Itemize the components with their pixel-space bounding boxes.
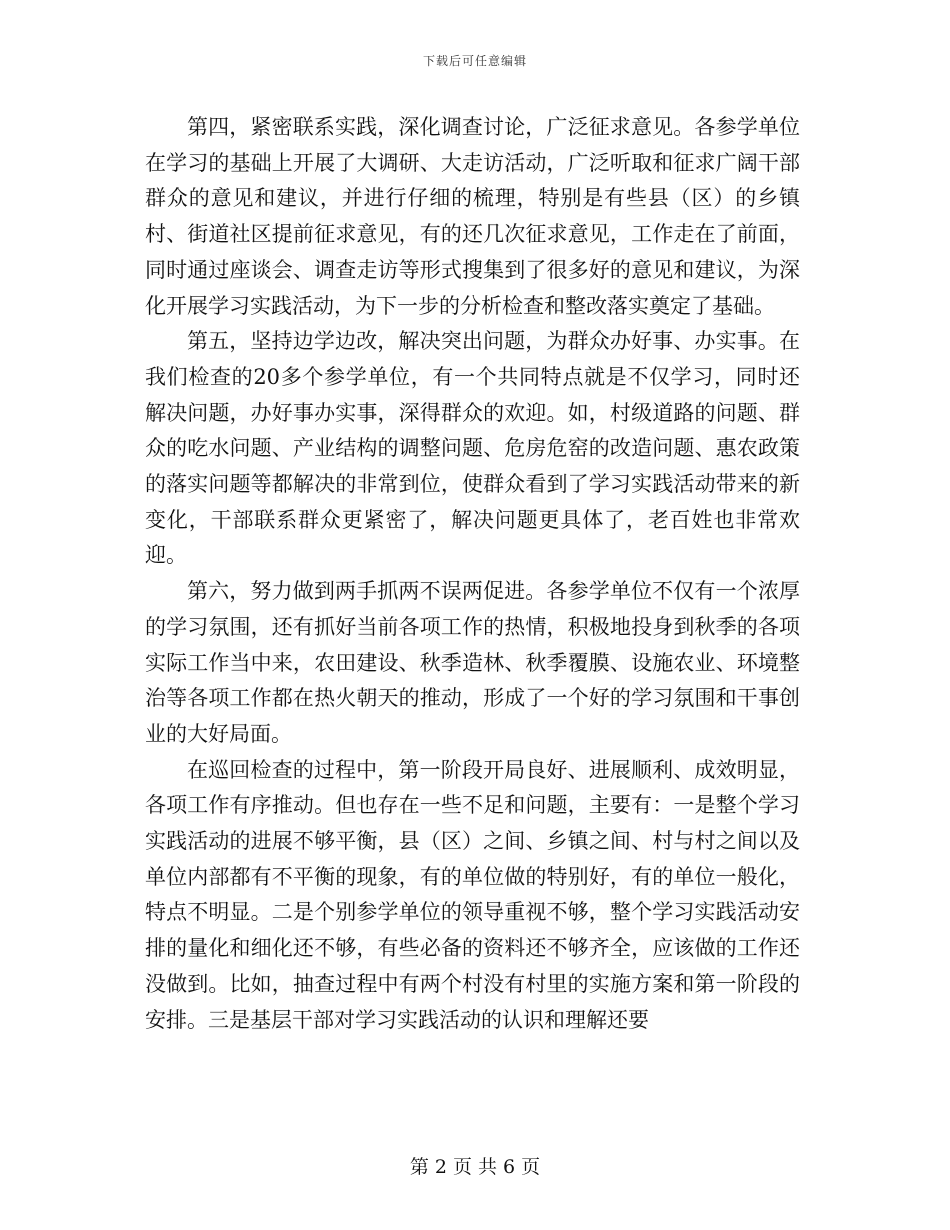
paragraph-sixth: 第六，努力做到两手抓两不误两促进。各参学单位不仅有一个浓厚的学习氛围，还有抓好当前各项工作的热情，积极地投身到秋季的各项实际工作当中来，农田建设、秋季造林、秋季覆膜、设施农业、环境整治等各项工作都在热火朝天的推动，形成了一个好的学习氛围和干事创业的大好局面。 [145, 579, 800, 746]
paragraph-fifth: 第五，坚持边学边改，解决突出问题，为群众办好事、办实事。在我们检查的20多个参学单位，有一个共同特点就是不仅学习，同时还解决问题，办好事办实事，深得群众的欢迎。如，村级道路的问题、群众的吃水问题、产业结构的调整问题、危房危窑的改造问题、惠农政策的落实问题等都解决的非常到位，使群众看到了学习实践活动带来的新变化，干部联系群众更紧密了，解决问题更具体了，老百姓也非常欢迎。 [145, 329, 800, 568]
document-body [145, 110, 800, 1038]
page-header-note: 下载后可任意编辑 [422, 54, 527, 68]
page-number-footer: 第 2 页 共 6 页 [409, 1156, 541, 1178]
paragraph-inspection: 在巡回检查的过程中，第一阶段开局良好、进展顺利、成效明显，各项工作有序推动。但也存在一些不足和问题，主要有：一是整个学习实践活动的进展不够平衡，县（区）之间、乡镇之间、村与村之间以及单位内部都有不平衡的现象，有的单位做的特别好，有的单位一般化，特点不明显。二是个别参学单位的领导重视不够，整个学习实践活动安排的量化和细化还不够，有些必备的资料还不够齐全，应该做的工作还没做到。比如，抽查过程中有两个村没有村里的实施方案和第一阶段的安排。三是基层干部对学习实践活动的认识和理解还要 [145, 757, 800, 1032]
paragraph-fourth: 第四，紧密联系实践，深化调查讨论，广泛征求意见。各参学单位在学习的基础上开展了大调研、大走访活动，广泛听取和征求广阔干部群众的意见和建议，并进行仔细的梳理，特别是有些县（区）的乡镇村、街道社区提前征求意见，有的还几次征求意见，工作走在了前面，同时通过座谈会、调查走访等形式搜集到了很多好的意见和建议，为深化开展学习实践活动，为下一步的分析检查和整改落实奠定了基础。 [145, 115, 800, 318]
